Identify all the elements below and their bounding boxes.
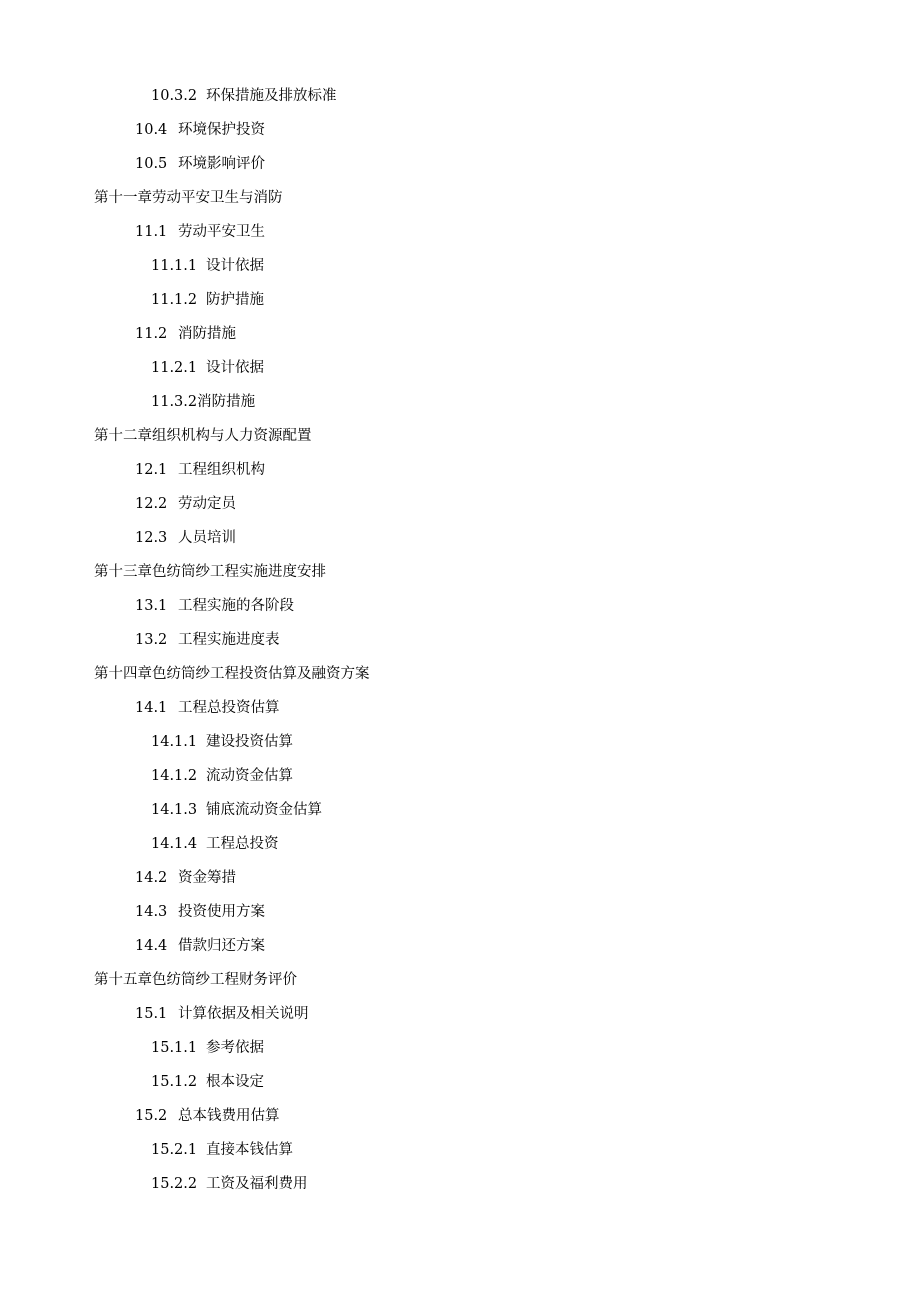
toc-entry-title: 设计依据 — [206, 258, 264, 274]
toc-section-entry — [0, 1099, 920, 1133]
toc-section-entry — [0, 215, 920, 249]
toc-entry-number: 11.1.1 — [151, 258, 198, 274]
toc-entry-number: 14.1.2 — [151, 768, 198, 784]
toc-entry-title: 工程总投资 — [206, 836, 279, 852]
toc-entry-number: 15.1.1 — [151, 1040, 198, 1056]
toc-subsection-entry — [0, 759, 920, 793]
toc-subsection-entry — [0, 283, 920, 317]
toc-section-entry — [0, 487, 920, 521]
toc-entry-number: 12.1 — [135, 462, 168, 478]
toc-entry-title: 总本钱费用估算 — [178, 1108, 280, 1124]
toc-entry-title: 建设投资估算 — [206, 734, 293, 750]
toc-section-entry — [0, 623, 920, 657]
toc-entry-title: 计算依据及相关说明 — [178, 1006, 309, 1022]
toc-section-entry — [0, 453, 920, 487]
toc-chapter-heading — [0, 555, 920, 589]
toc-entry-title: 工程组织机构 — [178, 462, 265, 478]
toc-entry-number: 15.2.1 — [151, 1142, 198, 1158]
toc-entry-title: 劳动定员 — [178, 496, 236, 512]
toc-entry-title: 工程实施的各阶段 — [178, 598, 294, 614]
toc-section-entry — [0, 929, 920, 963]
toc-entry-number: 11.1.2 — [151, 292, 198, 308]
toc-section-entry — [0, 691, 920, 725]
toc-entry-title: 第十一章劳动平安卫生与消防 — [94, 190, 283, 206]
toc-subsection-entry — [0, 79, 920, 113]
toc-entry-number: 14.1.3 — [151, 802, 198, 818]
toc-entry-number: 14.1.4 — [151, 836, 198, 852]
toc-entry-number: 14.2 — [135, 870, 168, 886]
toc-entry-number: 12.3 — [135, 530, 168, 546]
toc-entry-number: 14.1 — [135, 700, 168, 716]
toc-entry-title: 第十四章色纺筒纱工程投资估算及融资方案 — [94, 666, 370, 682]
toc-entry-title: 环境影响评价 — [178, 156, 265, 172]
toc-subsection-entry — [0, 1167, 920, 1201]
toc-entry-title: 流动资金估算 — [206, 768, 293, 784]
toc-entry-title: 资金筹措 — [178, 870, 236, 886]
toc-subsection-entry — [0, 351, 920, 385]
toc-entry-number: 14.4 — [135, 938, 168, 954]
toc-chapter-heading — [0, 963, 920, 997]
toc-section-entry — [0, 317, 920, 351]
toc-section-entry — [0, 895, 920, 929]
toc-entry-title: 第十五章色纺筒纱工程财务评价 — [94, 972, 297, 988]
toc-entry-title: 投资使用方案 — [178, 904, 265, 920]
toc-entry-number: 15.2 — [135, 1108, 168, 1124]
toc-section-entry — [0, 147, 920, 181]
toc-entry-title: 环境保护投资 — [178, 122, 265, 138]
toc-entry-number: 11.2.1 — [151, 360, 198, 376]
toc-subsection-entry — [0, 1031, 920, 1065]
toc-section-entry — [0, 861, 920, 895]
toc-section-entry — [0, 521, 920, 555]
toc-entry-number: 15.2.2 — [151, 1176, 198, 1192]
toc-entry-number: 11.3.2 — [151, 394, 198, 410]
toc-subsection-entry — [0, 385, 920, 419]
toc-section-entry — [0, 997, 920, 1031]
toc-entry-title: 根本设定 — [206, 1074, 264, 1090]
toc-entry-number: 10.5 — [135, 156, 168, 172]
toc-entry-title: 劳动平安卫生 — [178, 224, 265, 240]
toc-entry-title: 直接本钱估算 — [206, 1142, 293, 1158]
toc-entry-title: 设计依据 — [206, 360, 264, 376]
toc-entry-number: 11.2 — [135, 326, 168, 342]
toc-entry-title: 工程总投资估算 — [178, 700, 280, 716]
toc-entry-title: 借款归还方案 — [178, 938, 265, 954]
table-of-contents — [0, 79, 920, 1201]
toc-entry-title: 铺底流动资金估算 — [206, 802, 322, 818]
toc-entry-number: 14.3 — [135, 904, 168, 920]
toc-entry-title: 工资及福利费用 — [206, 1176, 308, 1192]
toc-entry-title: 消防措施 — [178, 326, 236, 342]
toc-subsection-entry — [0, 249, 920, 283]
toc-entry-number: 13.2 — [135, 632, 168, 648]
toc-subsection-entry — [0, 793, 920, 827]
toc-entry-title: 参考依据 — [206, 1040, 264, 1056]
toc-subsection-entry — [0, 1133, 920, 1167]
toc-entry-number: 14.1.1 — [151, 734, 198, 750]
toc-entry-title: 防护措施 — [206, 292, 264, 308]
toc-subsection-entry — [0, 827, 920, 861]
toc-subsection-entry — [0, 725, 920, 759]
toc-entry-number: 10.3.2 — [151, 88, 198, 104]
toc-entry-number: 10.4 — [135, 122, 168, 138]
toc-entry-title: 消防措施 — [197, 394, 256, 410]
toc-entry-number: 13.1 — [135, 598, 168, 614]
toc-entry-title: 第十二章组织机构与人力资源配置 — [94, 428, 312, 444]
toc-entry-title: 人员培训 — [178, 530, 236, 546]
toc-entry-number: 12.2 — [135, 496, 168, 512]
toc-subsection-entry — [0, 1065, 920, 1099]
toc-entry-title: 第十三章色纺筒纱工程实施进度安排 — [94, 564, 326, 580]
toc-entry-title: 环保措施及排放标准 — [206, 88, 337, 104]
toc-chapter-heading — [0, 657, 920, 691]
toc-entry-number: 15.1 — [135, 1006, 168, 1022]
toc-entry-number: 11.1 — [135, 224, 168, 240]
toc-section-entry — [0, 113, 920, 147]
toc-chapter-heading — [0, 419, 920, 453]
toc-section-entry — [0, 589, 920, 623]
toc-entry-number: 15.1.2 — [151, 1074, 198, 1090]
toc-entry-title: 工程实施进度表 — [178, 632, 280, 648]
toc-chapter-heading — [0, 181, 920, 215]
